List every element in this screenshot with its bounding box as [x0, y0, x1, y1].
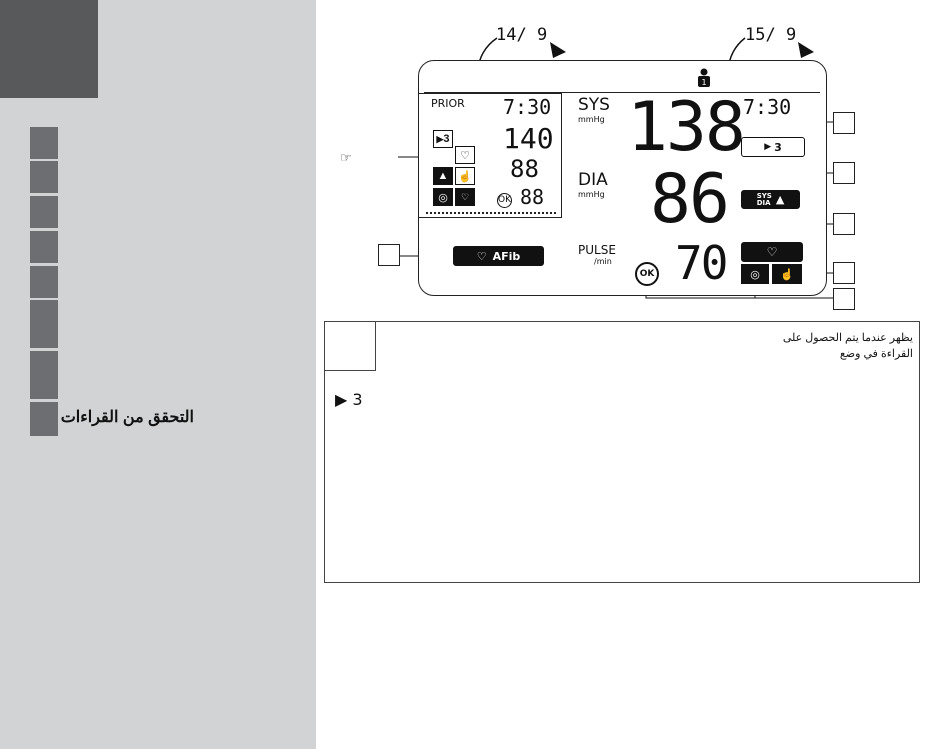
callout-box-heart	[833, 213, 855, 235]
callout-box-movement	[833, 262, 855, 284]
table-number-cell	[325, 322, 376, 371]
afib-label: AFib	[492, 249, 521, 263]
section-title: التحقق من القراءات	[60, 409, 194, 426]
prior-movement-icon: ☝	[455, 167, 475, 185]
current-dia: 86	[650, 160, 728, 239]
prior-label: PRIOR	[431, 97, 465, 110]
prior-afib-icon: ♡	[455, 188, 475, 206]
dia-unit: mmHg	[578, 190, 605, 199]
date-right: 15/ 9	[745, 25, 797, 45]
callout-box-sysdia	[833, 162, 855, 184]
callout-box-ok	[833, 288, 855, 310]
afib-indicator	[453, 246, 544, 266]
prior-memory-number: 3	[443, 133, 450, 145]
prior-sys: 140	[503, 122, 554, 155]
date-left: 14/ 9	[496, 25, 548, 45]
prior-dia: 88	[510, 155, 539, 183]
prior-sysdia-icon: ▲	[433, 167, 453, 185]
prior-dotted-line	[426, 212, 556, 214]
prior-time: 7:30	[503, 95, 552, 119]
pulse-unit: /min	[594, 257, 612, 266]
current-sys: 138	[627, 88, 744, 167]
svg-text:1: 1	[701, 78, 707, 87]
user-icon	[697, 68, 711, 88]
memory-pill: ▶ 3	[741, 137, 805, 157]
description-line-2: القراءة في وضع	[839, 348, 913, 360]
description-table	[324, 321, 920, 583]
sys-unit: mmHg	[578, 115, 605, 124]
pointing-hand-icon: ☞	[340, 150, 352, 165]
prior-memory-icon: ▶ 3	[433, 130, 453, 148]
ok-icon: OK	[635, 262, 659, 286]
sysdia-top: SYS	[756, 191, 772, 200]
dia-label: DIA	[578, 170, 608, 190]
callout-box-memory	[833, 112, 855, 134]
play-memory-marker: ▶ 3	[335, 390, 363, 409]
table-description	[433, 330, 913, 362]
pulse-label: PULSE	[578, 243, 616, 257]
sysdia-indicator: SYS DIA ▲	[741, 190, 800, 209]
movement-indicator: ☝	[772, 264, 802, 284]
sys-label: SYS	[578, 95, 610, 115]
prior-heart-icon: ♡	[455, 146, 475, 164]
description-line-1: يظهر عندما يتم الحصول على	[782, 332, 913, 344]
callout-box-afib	[378, 244, 400, 266]
prior-cuff-icon: ◎	[433, 188, 453, 206]
prior-pulse: 88	[520, 185, 545, 209]
prior-ok-icon: OK	[497, 193, 512, 208]
current-pulse: 70	[675, 236, 727, 290]
heart-indicator: ♡	[741, 242, 803, 262]
memory-pill-number: 3	[774, 140, 782, 154]
current-time: 7:30	[743, 95, 792, 119]
sysdia-bottom: DIA	[756, 198, 771, 207]
cuff-indicator: ◎	[741, 264, 769, 284]
afib-heart-icon: ♡	[476, 249, 487, 263]
